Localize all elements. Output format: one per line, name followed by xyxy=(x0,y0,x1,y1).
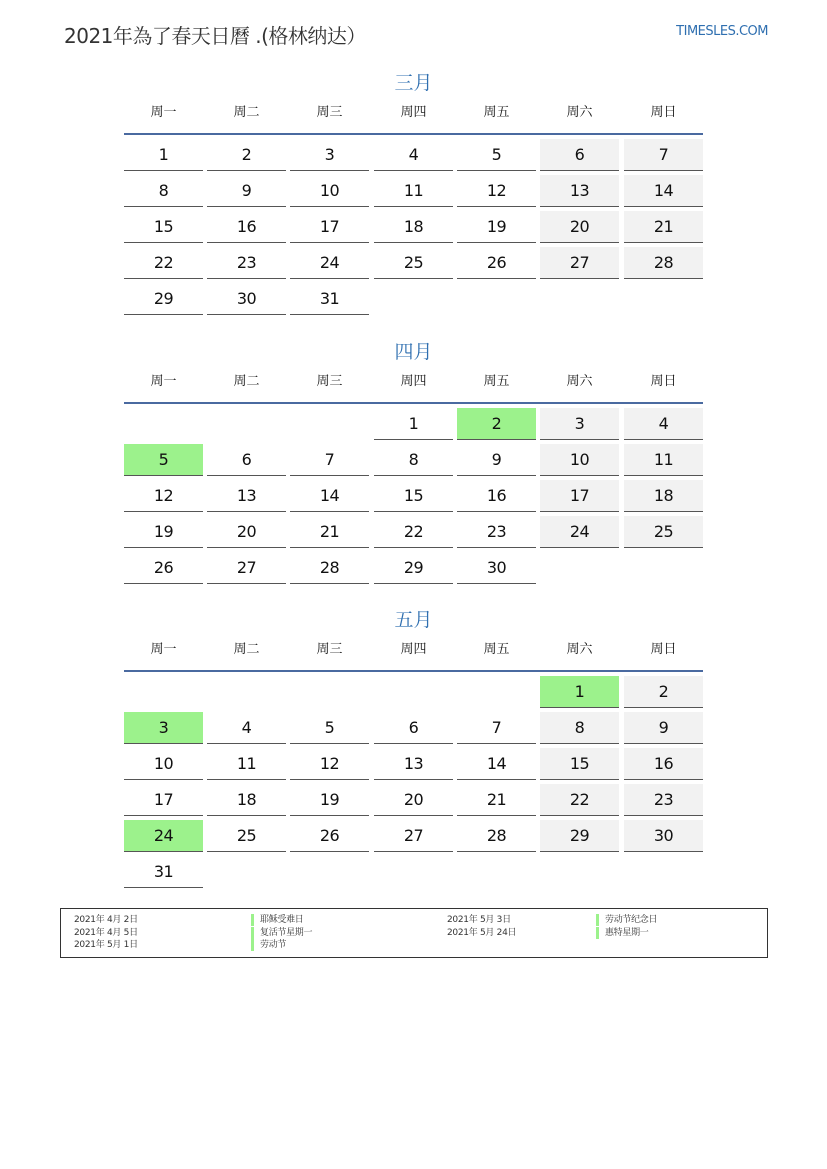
weekday-header xyxy=(124,638,703,662)
day-cell: 21 xyxy=(457,784,536,816)
weekday-label: 周六 xyxy=(566,642,593,657)
month-title: 四月 xyxy=(394,341,433,363)
day-grid xyxy=(124,135,703,319)
day-cell: 20 xyxy=(374,784,453,816)
weekday-label: 周五 xyxy=(483,642,510,657)
day-cell: 10 xyxy=(540,444,619,476)
day-cell: 27 xyxy=(207,552,286,584)
weekday-label: 周六 xyxy=(566,105,593,120)
weekday-label: 周一 xyxy=(150,374,177,389)
day-cell: 24 xyxy=(540,516,619,548)
weekday-label: 周三 xyxy=(316,105,343,120)
day-cell: 15 xyxy=(124,211,203,243)
day-cell: 9 xyxy=(457,444,536,476)
day-cell: 22 xyxy=(124,247,203,279)
day-cell: 16 xyxy=(207,211,286,243)
day-cell: 28 xyxy=(624,247,703,279)
month-title: 三月 xyxy=(394,72,433,94)
day-cell: 4 xyxy=(374,139,453,171)
month-march xyxy=(124,68,703,319)
weekday-label: 周五 xyxy=(483,105,510,120)
weekday-label: 周二 xyxy=(233,374,260,389)
day-cell: 15 xyxy=(540,748,619,780)
day-cell: 15 xyxy=(374,480,453,512)
month-title: 五月 xyxy=(394,609,433,631)
day-cell: 29 xyxy=(540,820,619,852)
day-cell: 2 xyxy=(207,139,286,171)
day-cell: 13 xyxy=(207,480,286,512)
day-cell: 10 xyxy=(290,175,369,207)
day-cell: 26 xyxy=(290,820,369,852)
day-cell: 1 xyxy=(124,139,203,171)
weekday-label: 周四 xyxy=(400,642,427,657)
weekday-label: 周四 xyxy=(400,105,427,120)
day-cell: 9 xyxy=(624,712,703,744)
day-cell: 16 xyxy=(457,480,536,512)
site-link[interactable]: TIMESLES.COM xyxy=(676,24,768,39)
day-cell: 2 xyxy=(624,676,703,708)
day-cell: 5 xyxy=(290,712,369,744)
day-cell: 3 xyxy=(540,408,619,440)
day-cell-holiday: 1 xyxy=(540,676,619,708)
weekday-label: 周一 xyxy=(150,642,177,657)
day-cell: 4 xyxy=(624,408,703,440)
day-cell: 30 xyxy=(207,283,286,315)
day-cell: 13 xyxy=(374,748,453,780)
day-cell: 17 xyxy=(540,480,619,512)
weekday-label: 周三 xyxy=(316,374,343,389)
legend-date: 2021年 4月 5日 xyxy=(74,927,138,938)
day-cell: 31 xyxy=(124,856,203,888)
day-cell: 25 xyxy=(624,516,703,548)
day-cell: 8 xyxy=(540,712,619,744)
legend-holiday-name: 劳动节 xyxy=(251,939,286,951)
day-cell-holiday: 5 xyxy=(124,444,203,476)
weekday-label: 周四 xyxy=(400,374,427,389)
day-cell: 22 xyxy=(540,784,619,816)
day-cell: 12 xyxy=(124,480,203,512)
day-cell: 30 xyxy=(457,552,536,584)
day-cell: 14 xyxy=(457,748,536,780)
day-cell: 12 xyxy=(290,748,369,780)
day-grid xyxy=(124,672,703,881)
page-title: 2021年為了春天日曆 .(格林纳达） xyxy=(64,24,366,48)
weekday-header xyxy=(124,101,703,125)
weekday-label: 周六 xyxy=(566,374,593,389)
day-cell: 17 xyxy=(290,211,369,243)
day-cell: 25 xyxy=(207,820,286,852)
day-cell: 24 xyxy=(290,247,369,279)
day-cell: 11 xyxy=(207,748,286,780)
legend-holiday-name: 复活节星期一 xyxy=(251,927,312,939)
day-cell: 7 xyxy=(457,712,536,744)
day-cell: 29 xyxy=(374,552,453,584)
day-cell: 10 xyxy=(124,748,203,780)
day-cell: 26 xyxy=(124,552,203,584)
day-cell: 6 xyxy=(540,139,619,171)
day-cell: 21 xyxy=(624,211,703,243)
day-cell: 11 xyxy=(624,444,703,476)
day-cell: 18 xyxy=(374,211,453,243)
day-cell: 27 xyxy=(540,247,619,279)
day-cell: 13 xyxy=(540,175,619,207)
day-cell: 22 xyxy=(374,516,453,548)
day-cell: 7 xyxy=(290,444,369,476)
day-cell: 18 xyxy=(624,480,703,512)
legend-date: 2021年 5月 3日 xyxy=(447,915,511,925)
weekday-header xyxy=(124,370,703,394)
day-cell: 31 xyxy=(290,283,369,315)
day-cell: 23 xyxy=(207,247,286,279)
day-cell: 20 xyxy=(540,211,619,243)
day-cell: 18 xyxy=(207,784,286,816)
day-cell: 7 xyxy=(624,139,703,171)
day-cell-holiday: 2 xyxy=(457,408,536,440)
weekday-label: 周日 xyxy=(650,642,677,657)
legend-holiday-name: 耶稣受难日 xyxy=(251,914,304,926)
legend-holiday-name: 劳动节纪念日 xyxy=(596,914,657,926)
weekday-label: 周一 xyxy=(150,105,177,120)
legend-date: 2021年 5月 24日 xyxy=(447,927,517,938)
day-cell-holiday: 3 xyxy=(124,712,203,744)
day-cell: 23 xyxy=(624,784,703,816)
weekday-label: 周二 xyxy=(233,105,260,120)
day-cell: 28 xyxy=(290,552,369,584)
holiday-legend xyxy=(60,908,768,958)
day-cell: 16 xyxy=(624,748,703,780)
legend-date: 2021年 4月 2日 xyxy=(74,915,138,925)
month-april xyxy=(124,337,703,588)
day-cell: 4 xyxy=(207,712,286,744)
weekday-label: 周日 xyxy=(650,374,677,389)
day-cell: 6 xyxy=(207,444,286,476)
day-grid xyxy=(124,404,703,588)
day-cell: 21 xyxy=(290,516,369,548)
day-cell: 19 xyxy=(290,784,369,816)
day-cell: 12 xyxy=(457,175,536,207)
month-may xyxy=(124,605,703,881)
day-cell: 28 xyxy=(457,820,536,852)
day-cell-holiday: 24 xyxy=(124,820,203,852)
day-cell: 8 xyxy=(374,444,453,476)
weekday-label: 周三 xyxy=(316,642,343,657)
day-cell: 6 xyxy=(374,712,453,744)
day-cell: 14 xyxy=(624,175,703,207)
day-cell: 27 xyxy=(374,820,453,852)
day-cell: 25 xyxy=(374,247,453,279)
day-cell: 1 xyxy=(374,408,453,440)
day-cell: 5 xyxy=(457,139,536,171)
day-cell: 29 xyxy=(124,283,203,315)
day-cell: 19 xyxy=(457,211,536,243)
day-cell: 11 xyxy=(374,175,453,207)
day-cell: 9 xyxy=(207,175,286,207)
day-cell: 23 xyxy=(457,516,536,548)
day-cell: 17 xyxy=(124,784,203,816)
day-cell: 3 xyxy=(290,139,369,171)
day-cell: 26 xyxy=(457,247,536,279)
weekday-label: 周二 xyxy=(233,642,260,657)
day-cell: 30 xyxy=(624,820,703,852)
day-cell: 14 xyxy=(290,480,369,512)
legend-date: 2021年 5月 1日 xyxy=(74,940,138,950)
day-cell: 20 xyxy=(207,516,286,548)
day-cell: 19 xyxy=(124,516,203,548)
weekday-label: 周日 xyxy=(650,105,677,120)
day-cell: 8 xyxy=(124,175,203,207)
weekday-label: 周五 xyxy=(483,374,510,389)
legend-holiday-name: 惠特星期一 xyxy=(596,927,649,939)
